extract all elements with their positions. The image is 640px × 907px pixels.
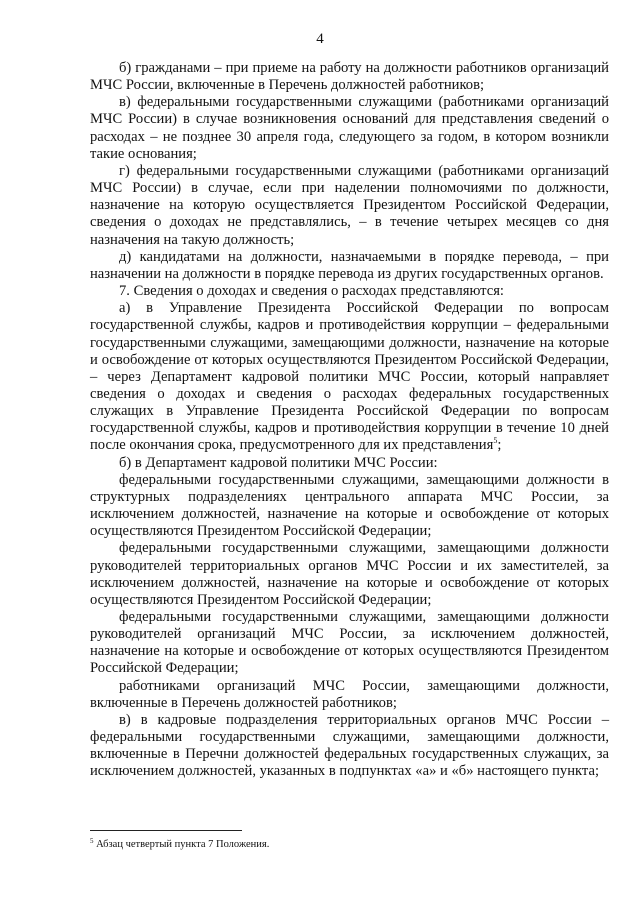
paragraph-6b: б) гражданами – при приеме на работу на должности работников организаций МЧС России, включенные в Перечень должностей работников;	[90, 60, 609, 94]
paragraph-7b-item-3: федеральными государственными служащими, замещающими должности руководителей организаций МЧС России, за исключением должностей, назначение на которые и освобождение от которых осуществляются Президентом Российской Федерации;	[90, 609, 609, 677]
paragraph-7b-item-2: федеральными государственными служащими, замещающими должности руководителей территориальных органов МЧС России и их заместителей, за исключением должностей, назначение на которые и освобождение от которых осуществляются Президентом Российской Федерации;	[90, 540, 609, 608]
paragraph-6g: г) федеральными государственными служащими (работниками организаций МЧС России) в случае, если при наделении полномочиями по должности, назначение на которую осуществляется Президентом Российской Федерации, сведения о доходах не представлялись, – в течение четырех месяцев со дня назначения на такую должность;	[90, 162, 609, 248]
paragraph-7b-item-4: работниками организаций МЧС России, замещающими должности, включенные в Перечень должностей работников;	[90, 677, 609, 711]
paragraph-7a-end: ;	[497, 437, 502, 454]
paragraph-7a-text: а) в Управление Президента Российской Федерации по вопросам государственной службы, кадров и противодействия коррупции – федеральными государственными служащими, замещающими должности, назначение на которые и освобождение от которых осуществляются Президентом Российской Федерации, – через Департамент кадровой политики МЧС России, который направляет сведения о доходах и сведения о расходах федеральных государственных служащих в Управление Президента Российской Федерации по вопросам государственной службы, кадров и противодействия коррупции в течение 10 дней после окончания срока, предусмотренного для их представления	[90, 300, 609, 454]
paragraph-6d: д) кандидатами на должности, назначаемыми в порядке перевода, – при назначении на должности в порядке перевода из других государственных органов.	[90, 248, 609, 282]
paragraph-7-heading: 7. Сведения о доходах и сведения о расходах представляются:	[119, 283, 504, 300]
footnote-marker: 5	[90, 837, 94, 845]
page-number: 4	[316, 31, 324, 47]
footnote-text: Абзац четвертый пункта 7 Положения.	[93, 839, 270, 850]
paragraph-6v: в) федеральными государственными служащими (работниками организаций МЧС России) в случае возникновения оснований для представления сведений о расходах – не позднее 30 апреля года, следующего за годом, в котором возникли такие основания;	[90, 94, 609, 162]
paragraph-7a	[90, 300, 609, 454]
paragraph-7v: в) в кадровые подразделения территориальных органов МЧС России – федеральными государственными служащими, замещающими должности, включенные в Перечни должностей федеральных государственных служащих, за исключением должностей, указанных в подпунктах «а» и «б» настоящего пункта;	[90, 711, 609, 780]
paragraph-7b: б) в Департамент кадровой политики МЧС России:	[119, 454, 438, 471]
footnote-separator	[90, 830, 242, 831]
footnote	[90, 839, 610, 851]
footnote-reference: 5	[493, 436, 498, 446]
document-body	[90, 60, 609, 781]
paragraph-7b-item-1: федеральными государственными служащими, замещающими должности в структурных подразделениях центрального аппарата МЧС России, за исключением должностей, назначение на которые и освобождение от которых осуществляются Президентом Российской Федерации;	[90, 471, 609, 540]
